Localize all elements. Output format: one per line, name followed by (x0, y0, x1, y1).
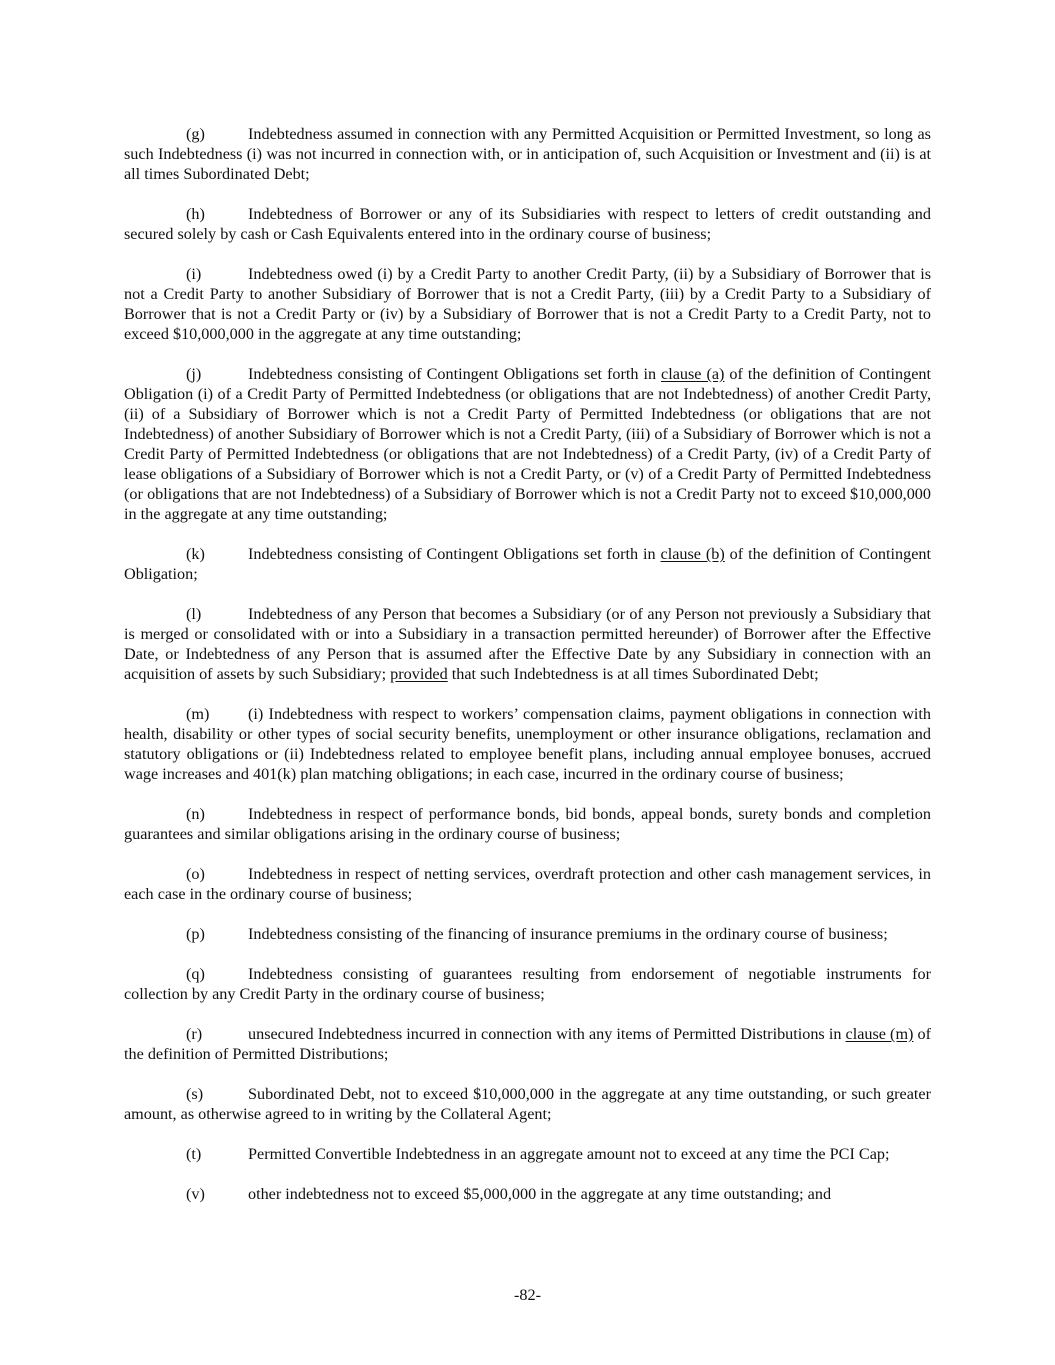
clause-text: Permitted Convertible Indebtedness in an aggregate amount not to exceed at any time the PCI Cap; (248, 1145, 890, 1163)
clause-text: unsecured Indebtedness incurred in connection with any items of Permitted Distributions in (248, 1025, 846, 1043)
clause-label: (q) (186, 965, 205, 983)
paragraph-m (124, 704, 931, 784)
clause-label: (t) (186, 1145, 202, 1163)
paragraph-i (124, 264, 931, 344)
paragraph-r (124, 1024, 931, 1064)
clause-label: (g) (186, 125, 205, 143)
clause-text: Indebtedness consisting of guarantees resulting from endorsement of negotiable instruments for collection by any Credit Party in the ordinary course of business; (124, 965, 931, 1003)
clause-label: (k) (186, 545, 205, 563)
clause-text: Indebtedness consisting of Contingent Obligations set forth in (248, 545, 661, 563)
clause-label: (r) (186, 1025, 203, 1043)
clause-label: (i) (186, 265, 202, 283)
clause-label: (p) (186, 925, 205, 943)
clause-text: Indebtedness in respect of netting services, overdraft protection and other cash management services, in each case in the ordinary course of business; (124, 865, 931, 903)
paragraph-h (124, 204, 931, 244)
clause-text: Indebtedness assumed in connection with any Permitted Acquisition or Permitted Investment, so long as such Indebtedness (i) was not incurred in connection with, or in anticipation of, such Acquisition or Investment and (ii) is at all times Subordinated Debt; (124, 125, 931, 183)
paragraph-k (124, 544, 931, 584)
paragraph-q (124, 964, 931, 1004)
clause-text: other indebtedness not to exceed $5,000,000 in the aggregate at any time outstanding; and (248, 1185, 832, 1203)
clause-label: (m) (186, 705, 210, 723)
provided-term: provided (390, 665, 448, 683)
clause-label: (n) (186, 805, 205, 823)
clause-text-continued: of the definition of Permitted Distributions; (124, 1025, 931, 1063)
paragraph-v (124, 1184, 931, 1204)
clause-text-continued: of the definition of Contingent Obligation (i) of a Credit Party of Permitted Indebtedness (or obligations that are not Indebtedness) of another Credit Party, (ii) of a Subsidiary of Borrower which is not a Credit Party of Permitted Indebtedness (or obligations that are not Indebtedness) of another Subsidiary of Borrower which is not a Credit Party, (iii) of a Subsidiary of Borrower which is not a Credit Party of Permitted Indebtedness (or obligations that are not Indebtedness) of a Credit Party, (iv) of a Credit Party of lease obligations of a Subsidiary of Borrower which is not a Credit Party, or (v) of a Credit Party of Permitted Indebtedness (or obligations that are not Indebtedness) of a Subsidiary of Borrower which is not a Credit Party not to exceed $10,000,000 in the aggregate at any time outstanding; (124, 365, 931, 523)
clause-label: (l) (186, 605, 202, 623)
clause-text-continued: that such Indebtedness is at all times Subordinated Debt; (447, 665, 819, 683)
clause-label: (o) (186, 865, 205, 883)
clause-text: (i) Indebtedness with respect to workers’ compensation claims, payment obligations in connection with health, disability or other types of social security benefits, unemployment or other insurance obligations, reclamation and statutory obligations or (ii) Indebtedness related to employee benefit plans, including annual employee bonuses, accrued wage increases and 401(k) plan matching obligations; in each case, incurred in the ordinary course of business; (124, 705, 931, 783)
clause-text: Indebtedness in respect of performance bonds, bid bonds, appeal bonds, surety bonds and completion guarantees and similar obligations arising in the ordinary course of business; (124, 805, 931, 843)
paragraph-s (124, 1084, 931, 1124)
clause-reference: clause (a) (661, 365, 725, 383)
paragraph-p (124, 924, 931, 944)
paragraph-n (124, 804, 931, 844)
paragraph-t (124, 1144, 931, 1164)
paragraph-l (124, 604, 931, 684)
clause-text: Indebtedness of any Person that becomes a Subsidiary (or of any Person not previously a Subsidiary that is merged or consolidated with or into a Subsidiary in a transaction permitted hereunder) of Borrower after the Effective Date, or Indebtedness of any Person that is assumed after the Effective Date by any Subsidiary in connection with an acquisition of assets by such Subsidiary; (124, 605, 931, 683)
clause-reference: clause (m) (845, 1025, 914, 1043)
clause-text: Indebtedness owed (i) by a Credit Party to another Credit Party, (ii) by a Subsidiary of Borrower that is not a Credit Party to another Subsidiary of Borrower that is not a Credit Party, (iii) by a Credit Party to a Subsidiary of Borrower that is not a Credit Party or (iv) by a Subsidiary of Borrower that is not a Credit Party to a Credit Party, not to exceed $10,000,000 in the aggregate at any time outstanding; (124, 265, 931, 343)
clause-text-continued: of the definition of Contingent Obligation; (124, 545, 931, 583)
clause-reference: clause (b) (660, 545, 725, 563)
clause-text: Indebtedness consisting of the financing of insurance premiums in the ordinary course of business; (248, 925, 888, 943)
clause-label: (s) (186, 1085, 204, 1103)
clause-label: (j) (186, 365, 202, 383)
paragraph-g (124, 124, 931, 184)
paragraph-o (124, 864, 931, 904)
paragraph-j (124, 364, 931, 524)
clause-text: Indebtedness of Borrower or any of its Subsidiaries with respect to letters of credit outstanding and secured solely by cash or Cash Equivalents entered into in the ordinary course of business; (124, 205, 931, 243)
document-page (124, 124, 931, 1224)
clause-label: (h) (186, 205, 205, 223)
page-number: -82- (514, 1286, 541, 1304)
clause-text: Subordinated Debt, not to exceed $10,000,000 in the aggregate at any time outstanding, or such greater amount, as otherwise agreed to in writing by the Collateral Agent; (124, 1085, 931, 1123)
clause-label: (v) (186, 1185, 205, 1203)
clause-text: Indebtedness consisting of Contingent Obligations set forth in (248, 365, 662, 383)
